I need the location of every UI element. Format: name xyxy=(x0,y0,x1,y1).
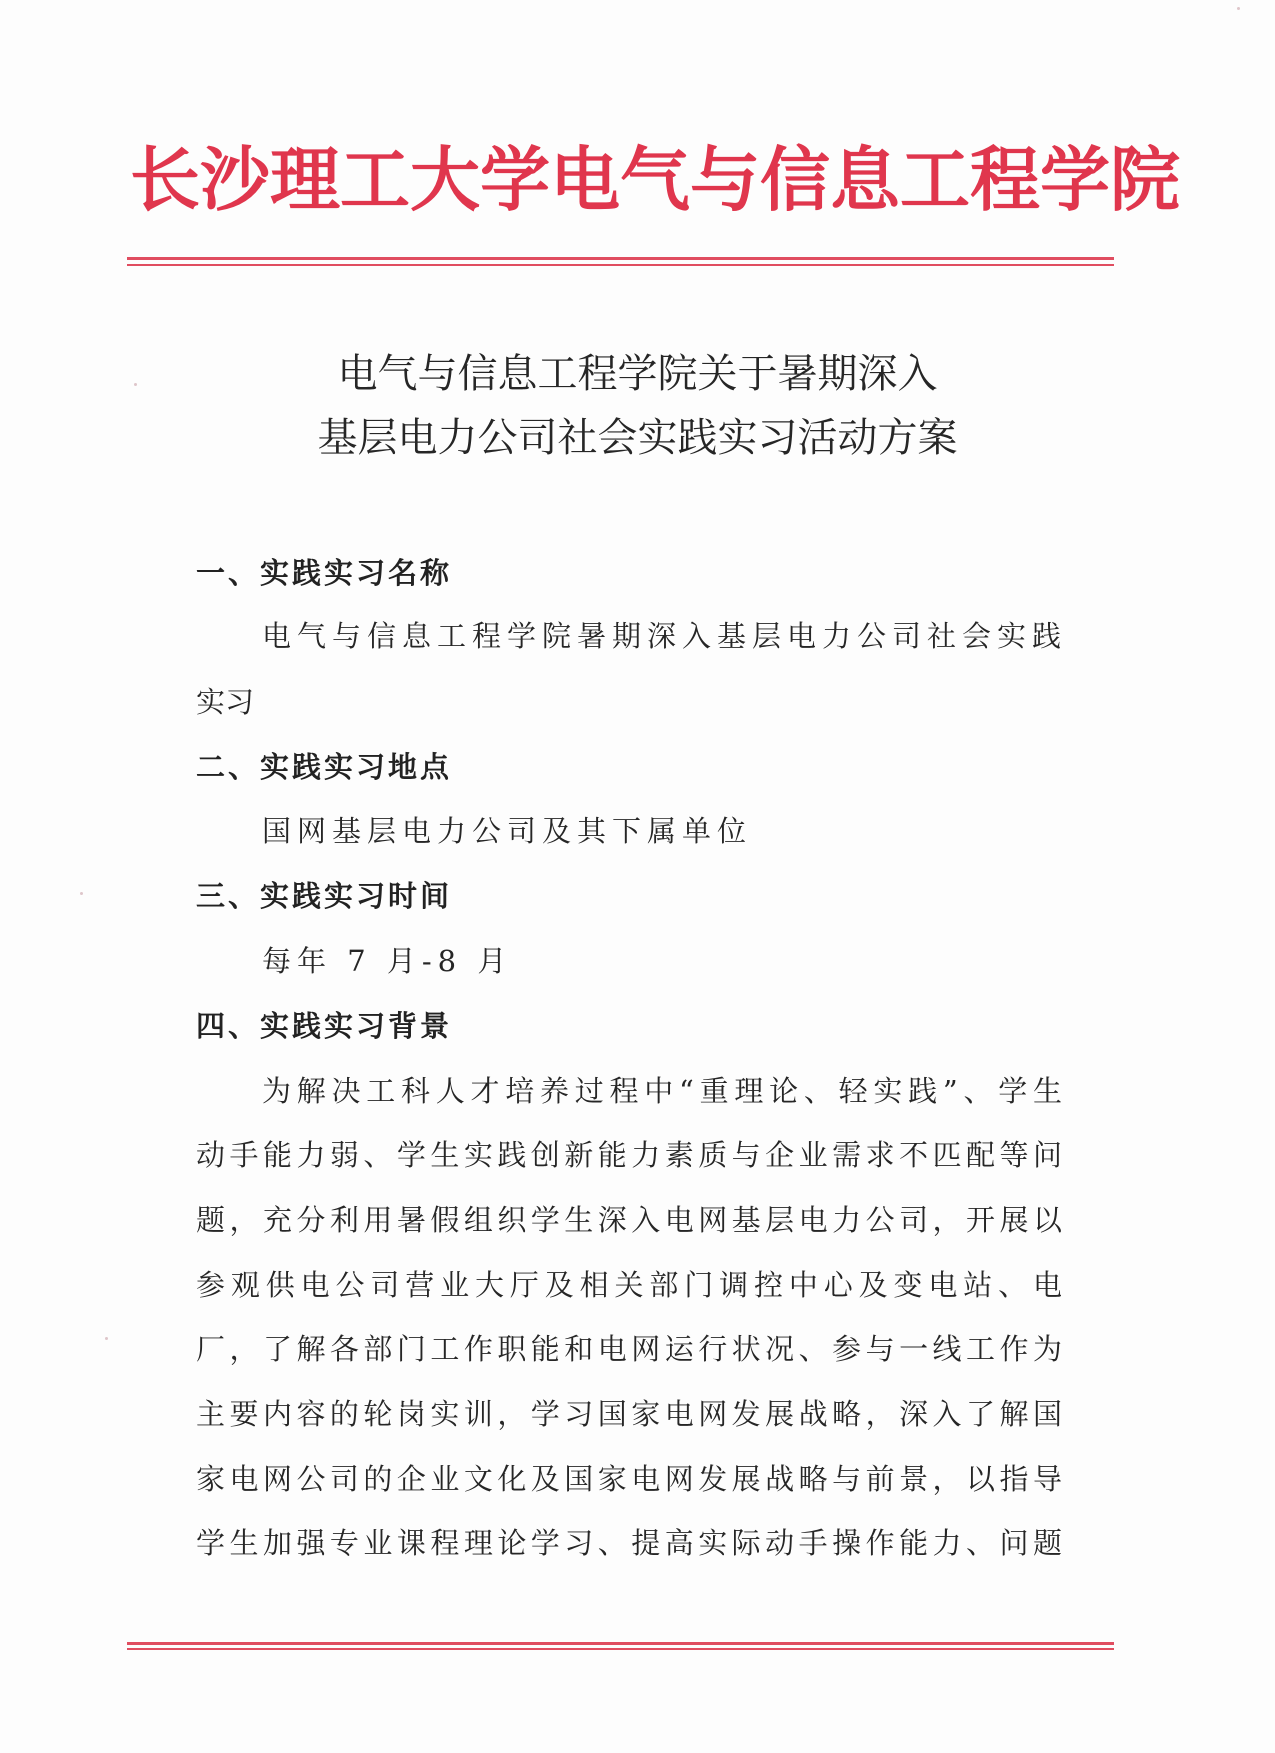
section-body-line: 实习 xyxy=(196,685,255,719)
letterhead-institution-name: 长沙理工大学电气与信息工程学院 xyxy=(130,138,1180,221)
footer-rule-thin xyxy=(127,1648,1114,1650)
section-body-line: 题，充分利用暑假组织学生深入电网基层电力公司，开展以 xyxy=(196,1203,1062,1237)
scan-speck xyxy=(80,892,83,895)
section-heading-background: 四、实践实习背景 xyxy=(196,1009,453,1043)
section-body-line: 参观供电公司营业大厅及相关部门调控中心及变电站、电 xyxy=(196,1268,1062,1302)
section-body-line: 学生加强专业课程理论学习、提高实际动手操作能力、问题 xyxy=(196,1526,1062,1560)
letterhead-rule-top xyxy=(127,257,1114,260)
document-title-line-2: 基层电力公司社会实践实习活动方案 xyxy=(317,415,958,461)
scan-speck xyxy=(105,1337,108,1340)
section-body-line: 主要内容的轮岗实训，学习国家电网发展战略，深入了解国 xyxy=(196,1397,1062,1431)
section-body-line: 电气与信息工程学院暑期深入基层电力公司社会实践 xyxy=(262,619,1068,653)
section-body-line: 家电网公司的企业文化及国家电网发展战略与前景，以指导 xyxy=(196,1462,1062,1496)
section-heading-name: 一、实践实习名称 xyxy=(196,556,453,590)
section-body-line: 动手能力弱、学生实践创新能力素质与企业需求不匹配等问 xyxy=(196,1138,1062,1172)
section-heading-location: 二、实践实习地点 xyxy=(196,750,453,784)
section-body-line: 为解决工科人才培养过程中“重理论、轻实践”、学生 xyxy=(262,1074,1062,1108)
section-body-line: 国网基层电力公司及其下属单位 xyxy=(262,814,753,848)
section-heading-time: 三、实践实习时间 xyxy=(196,879,453,913)
scan-speck xyxy=(134,383,137,386)
section-body-line: 厂，了解各部门工作职能和电网运行状况、参与一线工作为 xyxy=(196,1332,1062,1366)
letterhead-rule-top-thin xyxy=(127,264,1114,266)
scan-speck xyxy=(1237,7,1240,10)
document-title-line-1: 电气与信息工程学院关于暑期深入 xyxy=(337,351,938,397)
footer-rule xyxy=(127,1642,1114,1645)
section-body-line: 每年 7 月-8 月 xyxy=(262,944,513,978)
